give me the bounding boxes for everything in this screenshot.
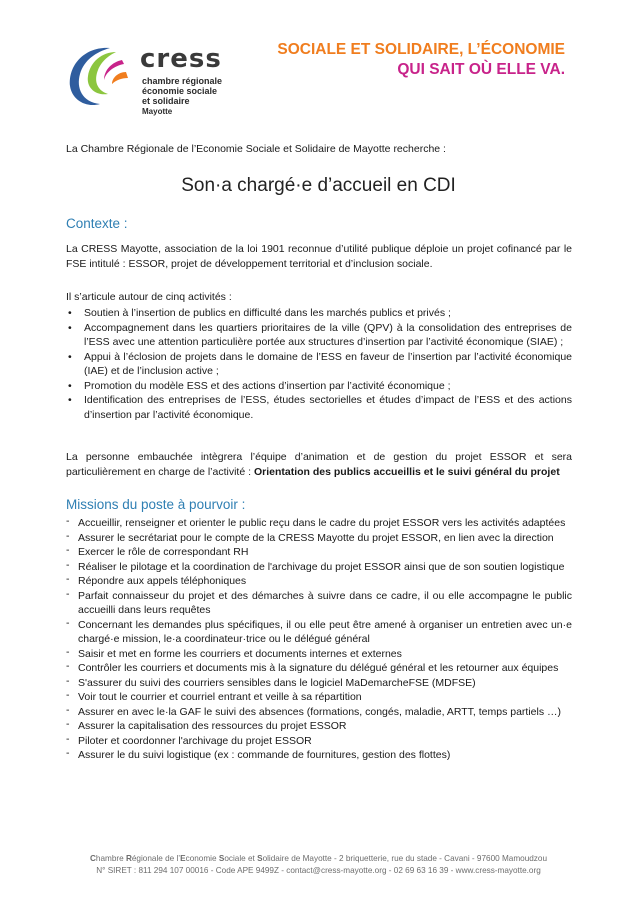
list-item-text: Saisir et met en forme les courriers et documents internes et externes [78, 647, 402, 660]
bullet-icon: • [68, 394, 72, 406]
list-item [66, 560, 572, 575]
footer-address: Chambre Régionale de l’Economie Sociale et Solidaire de Mayotte - 2 briquetterie, rue du stade - Cavani - 97600 Mamoudzou [89, 854, 548, 863]
list-item-text: Parfait connaisseur du projet et des démarches à suivre dans ce cadre, il ou elle accompagne le public accueilli dans leurs requêtes [78, 589, 572, 616]
slogan-line-2: QUI SAIT OÙ ELLE VA. [397, 61, 565, 78]
dash-icon: - [66, 587, 70, 600]
list-item [66, 719, 572, 734]
cress-swoosh-icon [66, 42, 138, 112]
dash-icon: - [66, 718, 70, 730]
list-item-text: Réaliser le pilotage et la coordination de l'archivage du projet ESSOR ainsi que de son soutien logistique [78, 560, 565, 573]
role-highlight: Orientation des publics accueillis et le suivi général du projet [253, 465, 560, 478]
dash-icon: - [66, 747, 70, 759]
list-item [66, 545, 572, 560]
list-item [66, 321, 572, 350]
missions-list [66, 516, 572, 763]
role-paragraph-text: La personne embauchée intègrera l’équipe d’animation et de gestion du projet ESSOR et sera particulièrement en charge de l’activité : [66, 451, 572, 478]
list-item [66, 647, 572, 662]
logo-wordmark: cress [140, 44, 222, 74]
list-item [66, 690, 572, 705]
logo-subtitle-line: économie sociale [142, 86, 218, 96]
dash-icon: - [66, 558, 70, 571]
list-item-text: Assurer le secrétariat pour le compte de la CRESS Mayotte du projet ESSOR, en lien avec la direction [78, 531, 554, 544]
dash-icon: - [66, 515, 70, 527]
dash-icon: - [66, 616, 70, 629]
list-item-text: Appui à l’éclosion de projets dans le domaine de l’ESS en faveur de l’insertion par l’activité économique (IAE) et de l’inclusion active ; [84, 350, 572, 377]
dash-icon: - [66, 689, 70, 701]
bullet-icon: • [68, 321, 72, 334]
slogan [277, 40, 565, 80]
footer-contact: N° SIRET : 811 294 107 00016 - Code APE 9499Z - contact@cress-mayotte.org - 02 69 63 16 39 - www.cress-mayotte.org [96, 866, 541, 875]
list-item-text: S'assurer du suivi des courriers sensibles dans le logiciel MaDemarcheFSE (MDFSE) [78, 676, 476, 689]
list-item-text: Exercer le rôle de correspondant RH [78, 546, 249, 558]
list-item [66, 574, 572, 589]
dash-icon: - [66, 660, 70, 672]
dash-icon: - [66, 529, 70, 542]
logo-subtitle [142, 76, 222, 106]
dash-icon: - [66, 674, 70, 687]
list-item [66, 705, 572, 720]
list-item-text: Contrôler les courriers et documents mis à la signature du délégué général et les retourner aux équipes [78, 662, 559, 674]
logo-region: Mayotte [142, 107, 173, 116]
dash-icon: - [66, 703, 70, 716]
logo-subtitle-line: et solidaire [142, 96, 190, 106]
list-item [66, 350, 572, 379]
list-item-text: Concernant les demandes plus spécifiques, il ou elle peut être amené à organiser un entretien avec un·e chargé·e mission, le·a coordinateur·trice ou le délégué général [78, 618, 572, 645]
list-item [66, 306, 572, 321]
list-item [66, 589, 572, 618]
bullet-icon: • [68, 307, 72, 319]
list-item [66, 516, 572, 531]
activities-intro: Il s’articule autour de cinq activités : [66, 291, 232, 303]
list-item [66, 379, 572, 394]
bullet-icon: • [68, 379, 72, 392]
list-item-text: Assurer le du suivi logistique (ex : commande de fournitures, gestion des flottes) [78, 749, 451, 761]
list-item [66, 618, 572, 647]
role-paragraph [66, 450, 572, 479]
dash-icon: - [66, 573, 70, 585]
list-item-text: Soutien à l’insertion de publics en difficulté dans les marchés publics et privés ; [84, 307, 451, 319]
activities-list [66, 306, 572, 422]
context-heading: Contexte : [66, 216, 128, 231]
page-title: Son·a chargé·e d’accueil en CDI [181, 175, 456, 196]
cress-logo [66, 40, 246, 120]
list-item-text: Accompagnement dans les quartiers prioritaires de la ville (QPV) à la consolidation des entreprises de l’ESS avec une attention particulière portée aux structures d’insertion par l’activité économique (SIAE) ; [84, 321, 572, 348]
list-item-text: Promotion du modèle ESS et des actions d’insertion par l’activité économique ; [84, 379, 451, 392]
list-item-text: Assurer en avec le·la GAF le suivi des absences (formations, congés, maladie, ARTT, temps partiels …) [78, 705, 562, 718]
list-item-text: Voir tout le courrier et courriel entrant et veille à sa répartition [78, 691, 362, 703]
list-item-text: Piloter et coordonner l'archivage du projet ESSOR [78, 734, 312, 747]
slogan-line-1: SOCIALE ET SOLIDAIRE, L’ÉCONOMIE [277, 41, 565, 58]
list-item [66, 748, 572, 763]
list-item [66, 661, 572, 676]
logo-subtitle-line: chambre régionale [142, 76, 223, 86]
dash-icon: - [66, 645, 70, 658]
dash-icon: - [66, 544, 70, 556]
list-item [66, 531, 572, 546]
list-item-text: Répondre aux appels téléphoniques [78, 575, 247, 587]
list-item-text: Accueillir, renseigner et orienter le public reçu dans le cadre du projet ESSOR vers les activités adaptées [78, 517, 566, 529]
intro-text: La Chambre Régionale de l’Economie Sociale et Solidaire de Mayotte recherche : [66, 143, 446, 155]
bullet-icon: • [68, 350, 72, 363]
footer [0, 853, 637, 877]
missions-heading: Missions du poste à pourvoir : [66, 497, 246, 512]
list-item [66, 676, 572, 691]
context-paragraph: La CRESS Mayotte, association de la loi 1901 reconnue d’utilité publique déploie un projet cofinancé par le FSE intitulé : ESSOR, projet de développement territorial et d’inclusion sociale. [66, 243, 572, 270]
list-item-text: Assurer la capitalisation des ressources du projet ESSOR [78, 720, 347, 732]
list-item [66, 393, 572, 422]
dash-icon: - [66, 732, 70, 745]
list-item-text: Identification des entreprises de l’ESS, études sectorielles et études d’impact de l’ESS et des actions d’insertion par l’activité économique. [84, 394, 572, 421]
list-item [66, 734, 572, 749]
